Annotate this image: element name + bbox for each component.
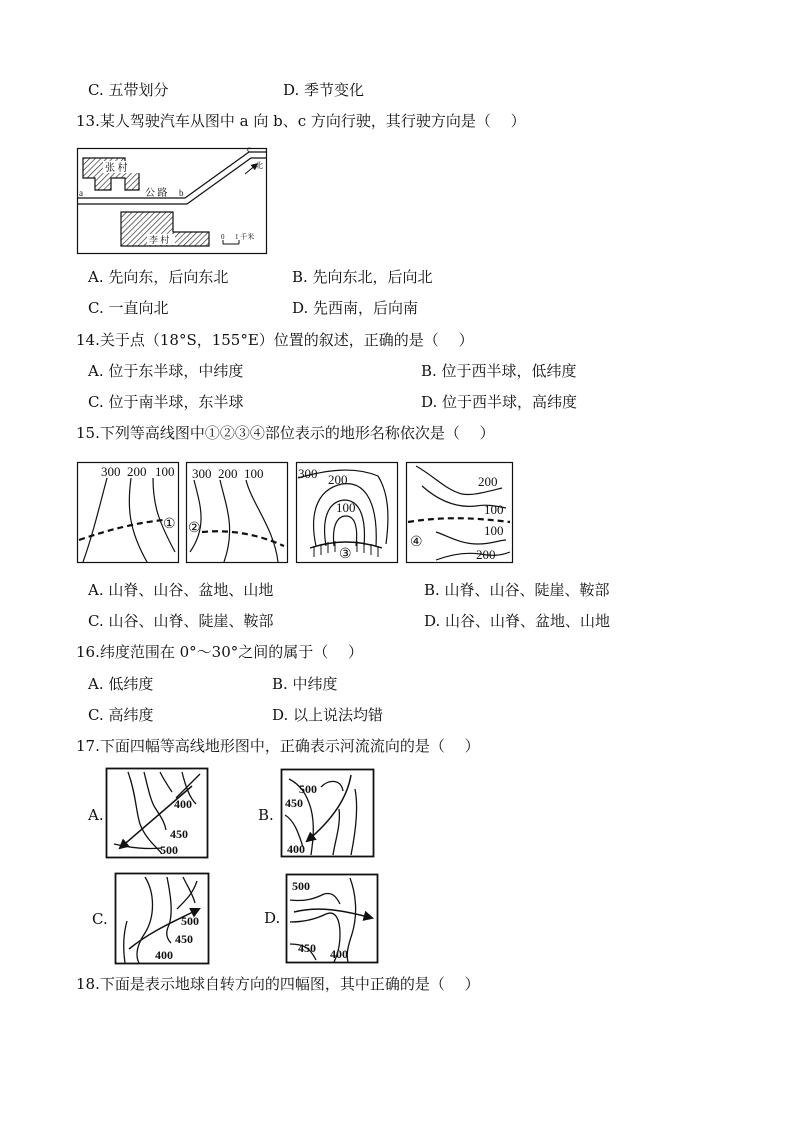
contour-label: 500 bbox=[181, 914, 199, 928]
q17-option-a-label[interactable]: A. bbox=[88, 806, 104, 824]
q17-map-a[interactable] bbox=[106, 768, 208, 858]
position-mark-4: ④ bbox=[410, 535, 423, 550]
q18-stem: 18.下面是表示地球自转方向的四幅图，其中正确的是（ ） bbox=[76, 975, 480, 993]
q14-stem: 14.关于点（18°S，155°E）位置的叙述，正确的是（ ） bbox=[76, 331, 474, 349]
q15-map-1 bbox=[77, 462, 179, 563]
q13-option-d[interactable]: D. 先西南，后向南 bbox=[292, 299, 419, 317]
q15-map-4 bbox=[406, 462, 513, 563]
q15-map-2 bbox=[186, 462, 288, 563]
contour-label: 300 bbox=[101, 464, 121, 479]
q13-map bbox=[77, 144, 267, 254]
q15-map-3 bbox=[296, 462, 398, 563]
q17-map-b[interactable] bbox=[281, 769, 374, 857]
contour-label: 100 bbox=[155, 464, 175, 479]
q13-point-b: b bbox=[179, 188, 184, 198]
q15-option-b[interactable]: B. 山脊、山谷、陡崖、鞍部 bbox=[424, 581, 610, 599]
q13-option-b[interactable]: B. 先向东北，后向北 bbox=[292, 268, 433, 286]
q15-option-a[interactable]: A. 山脊、山谷、盆地、山地 bbox=[88, 581, 274, 599]
position-mark-1: ① bbox=[163, 517, 176, 532]
contour-label: 450 bbox=[170, 827, 188, 841]
q13-stem: 13.某人驾驶汽车从图中 a 向 b、c 方向行驶，其行驶方向是（ ） bbox=[76, 112, 526, 130]
contour-label: 200 bbox=[476, 547, 496, 562]
q13-point-a: a bbox=[79, 188, 83, 198]
contour-label: 400 bbox=[174, 797, 192, 811]
contour-label: 500 bbox=[292, 879, 310, 893]
scale-one-km: 1 千米 bbox=[235, 233, 255, 241]
scale-zero: 0 bbox=[221, 233, 225, 241]
position-mark-3: ③ bbox=[339, 547, 352, 562]
contour-label: 450 bbox=[285, 796, 303, 810]
q15-option-c[interactable]: C. 山谷、山脊、陡崖、鞍部 bbox=[88, 612, 274, 630]
contour-label: 200 bbox=[328, 472, 348, 487]
q16-option-b[interactable]: B. 中纬度 bbox=[272, 675, 338, 693]
q12-option-c[interactable]: C. 五带划分 bbox=[88, 81, 169, 99]
q16-option-d[interactable]: D. 以上说法均错 bbox=[272, 706, 384, 724]
contour-label: 300 bbox=[298, 466, 318, 481]
q17-stem: 17.下面四幅等高线地形图中，正确表示河流流向的是（ ） bbox=[76, 737, 480, 755]
contour-label: 400 bbox=[330, 947, 348, 961]
contour-label: 100 bbox=[484, 523, 504, 538]
contour-label: 100 bbox=[484, 502, 504, 517]
contour-label: 500 bbox=[299, 782, 317, 796]
north-label: 北 bbox=[255, 161, 263, 170]
contour-label: 450 bbox=[298, 941, 316, 955]
contour-label: 100 bbox=[244, 466, 264, 481]
q14-option-a[interactable]: A. 位于东半球，中纬度 bbox=[88, 362, 244, 380]
contour-label: 400 bbox=[287, 842, 305, 856]
contour-label: 100 bbox=[336, 500, 356, 515]
q16-option-c[interactable]: C. 高纬度 bbox=[88, 706, 154, 724]
q14-option-c[interactable]: C. 位于南半球，东半球 bbox=[88, 393, 244, 411]
q17-option-b-label[interactable]: B. bbox=[258, 806, 274, 824]
village-zhang-label: 张 村 bbox=[105, 163, 128, 174]
q16-stem: 16.纬度范围在 0°～30°之间的属于（ ） bbox=[76, 643, 364, 661]
contour-label: 300 bbox=[192, 466, 212, 481]
q13-option-c[interactable]: C. 一直向北 bbox=[88, 299, 169, 317]
contour-label: 400 bbox=[155, 948, 173, 962]
q13-option-a[interactable]: A. 先向东，后向东北 bbox=[88, 268, 229, 286]
position-mark-2: ② bbox=[188, 521, 201, 536]
contour-label: 200 bbox=[478, 474, 498, 489]
q17-option-c-label[interactable]: C. bbox=[92, 910, 108, 928]
q13-road-label: 公 路 bbox=[145, 188, 168, 199]
contour-label: 500 bbox=[160, 843, 178, 857]
q17-map-d[interactable] bbox=[286, 874, 378, 963]
q14-option-b[interactable]: B. 位于西半球，低纬度 bbox=[421, 362, 577, 380]
q16-option-a[interactable]: A. 低纬度 bbox=[88, 675, 154, 693]
q12-option-d[interactable]: D. 季节变化 bbox=[283, 81, 365, 99]
contour-label: 200 bbox=[218, 466, 238, 481]
q15-stem: 15.下列等高线图中①②③④部位表示的地形名称依次是（ ） bbox=[76, 424, 495, 442]
q14-option-d[interactable]: D. 位于西半球，高纬度 bbox=[421, 393, 578, 411]
q15-option-d[interactable]: D. 山谷、山脊、盆地、山地 bbox=[424, 612, 611, 630]
q17-map-c[interactable] bbox=[115, 873, 209, 964]
q13-point-c: c bbox=[247, 144, 251, 154]
q17-option-d-label[interactable]: D. bbox=[264, 909, 281, 927]
contour-label: 450 bbox=[175, 932, 193, 946]
village-li-label: 李 村 bbox=[149, 235, 170, 245]
contour-label: 200 bbox=[127, 464, 147, 479]
